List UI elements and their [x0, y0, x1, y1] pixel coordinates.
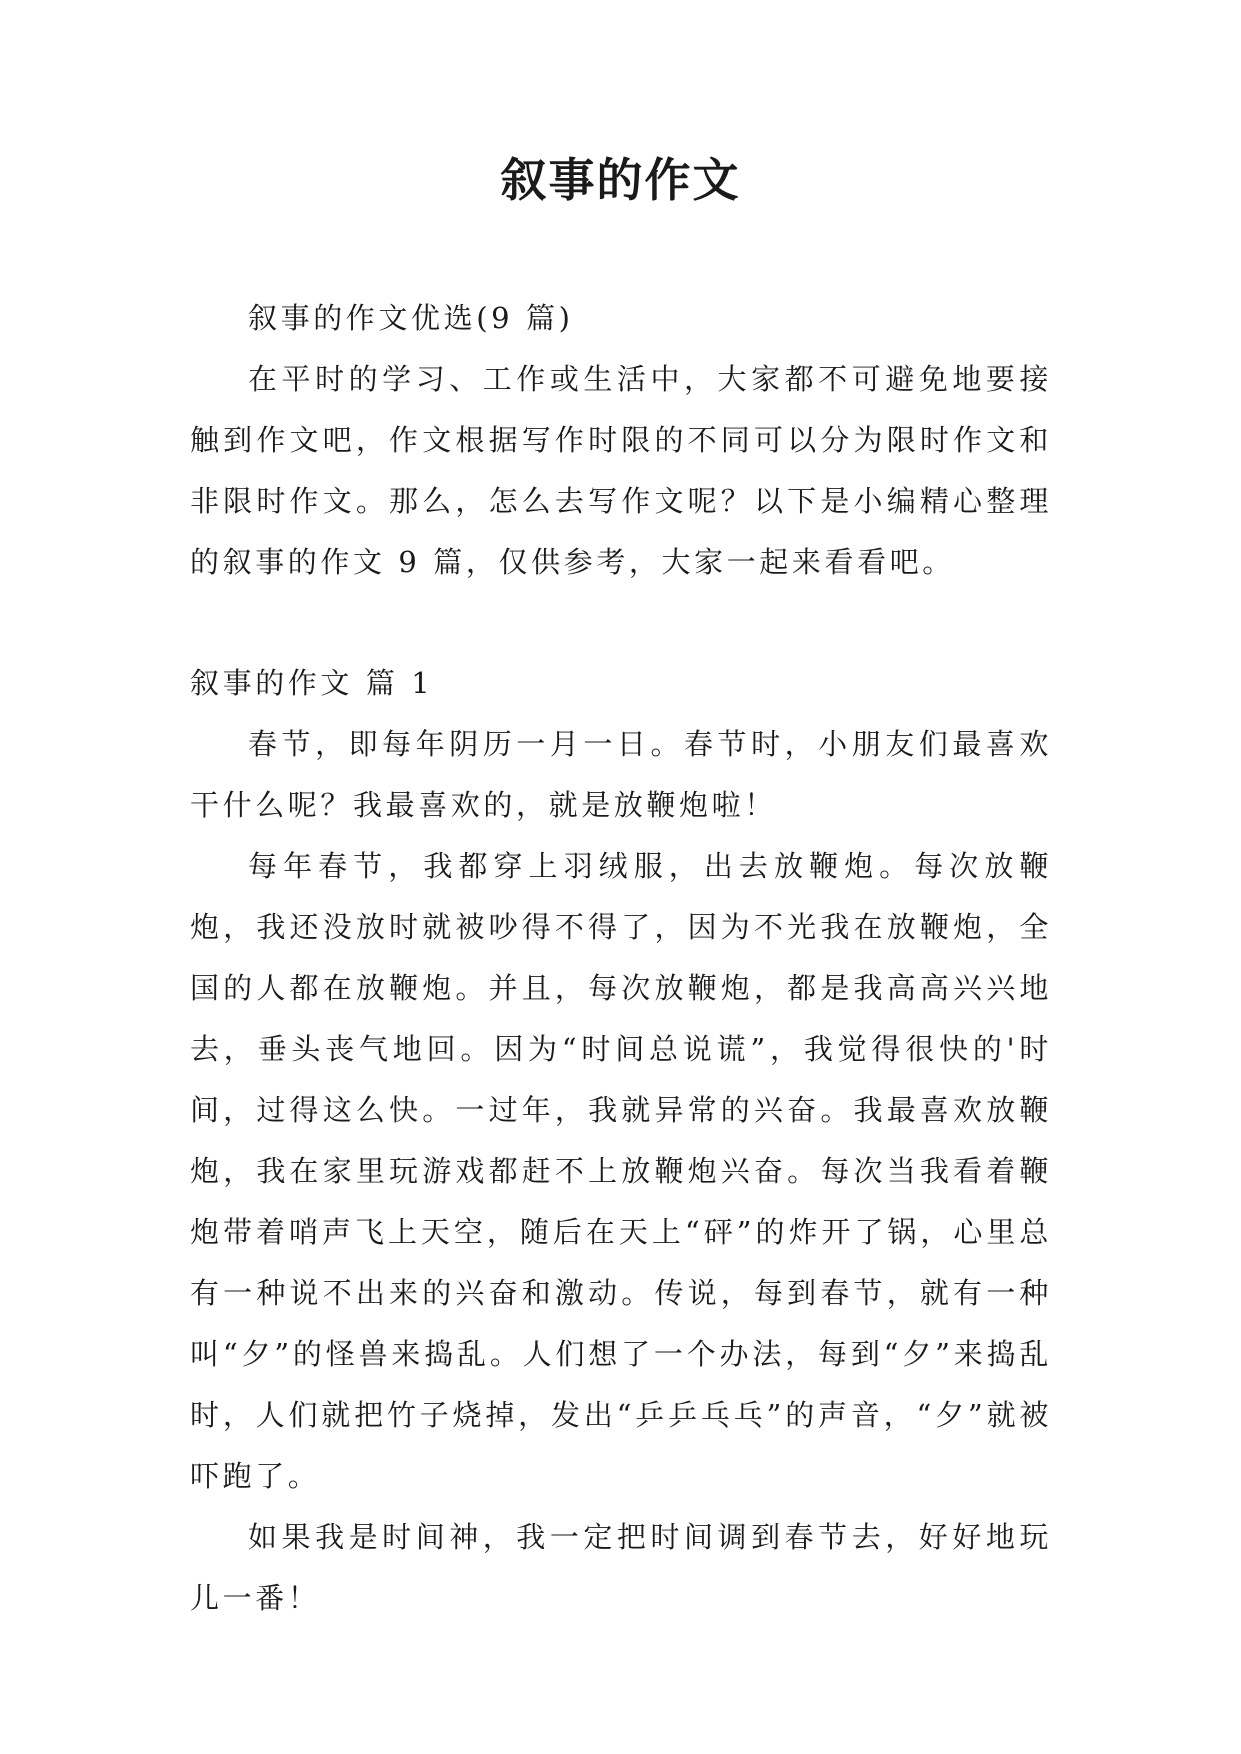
intro-paragraph: 在平时的学习、工作或生活中，大家都不可避免地要接触到作文吧，作文根据写作时限的不同可以分为限时作文和非限时作文。那么，怎么去写作文呢？以下是小编精心整理的叙事的作文 9 篇，仅供参考，大家一起来看看吧。 [190, 362, 1052, 579]
body-paragraph-2: 每年春节，我都穿上羽绒服，出去放鞭炮。每次放鞭炮，我还没放时就被吵得不得了，因为不光我在放鞭炮，全国的人都在放鞭炮。并且，每次放鞭炮，都是我高高兴兴地去，垂头丧气地回。因为“时间总说谎”，我觉得很快的'时间，过得这么快。一过年，我就异常的兴奋。我最喜欢放鞭炮，我在家里玩游戏都赶不上放鞭炮兴奋。每次当我看着鞭炮带着哨声飞上天空，随后在天上“砰”的炸开了锅，心里总有一种说不出来的兴奋和激动。传说，每到春节，就有一种叫“夕”的怪兽来捣乱。人们想了一个办法，每到“夕”来捣乱时，人们就把竹子烧掉，发出“乒乒乓乓”的声音，“夕”就被吓跑了。 [190, 849, 1052, 1493]
document-body [190, 288, 1052, 1629]
document-subtitle: 叙事的作文优选(9 篇) [248, 301, 574, 335]
body-paragraph-1: 春节，即每年阴历一月一日。春节时，小朋友们最喜欢干什么呢？我最喜欢的，就是放鞭炮啦！ [190, 727, 1052, 822]
body-paragraph-3: 如果我是时间神，我一定把时间调到春节去，好好地玩儿一番！ [190, 1520, 1052, 1615]
document-title: 叙事的作文 [500, 153, 741, 207]
section-heading: 叙事的作文 篇 1 [190, 666, 434, 700]
